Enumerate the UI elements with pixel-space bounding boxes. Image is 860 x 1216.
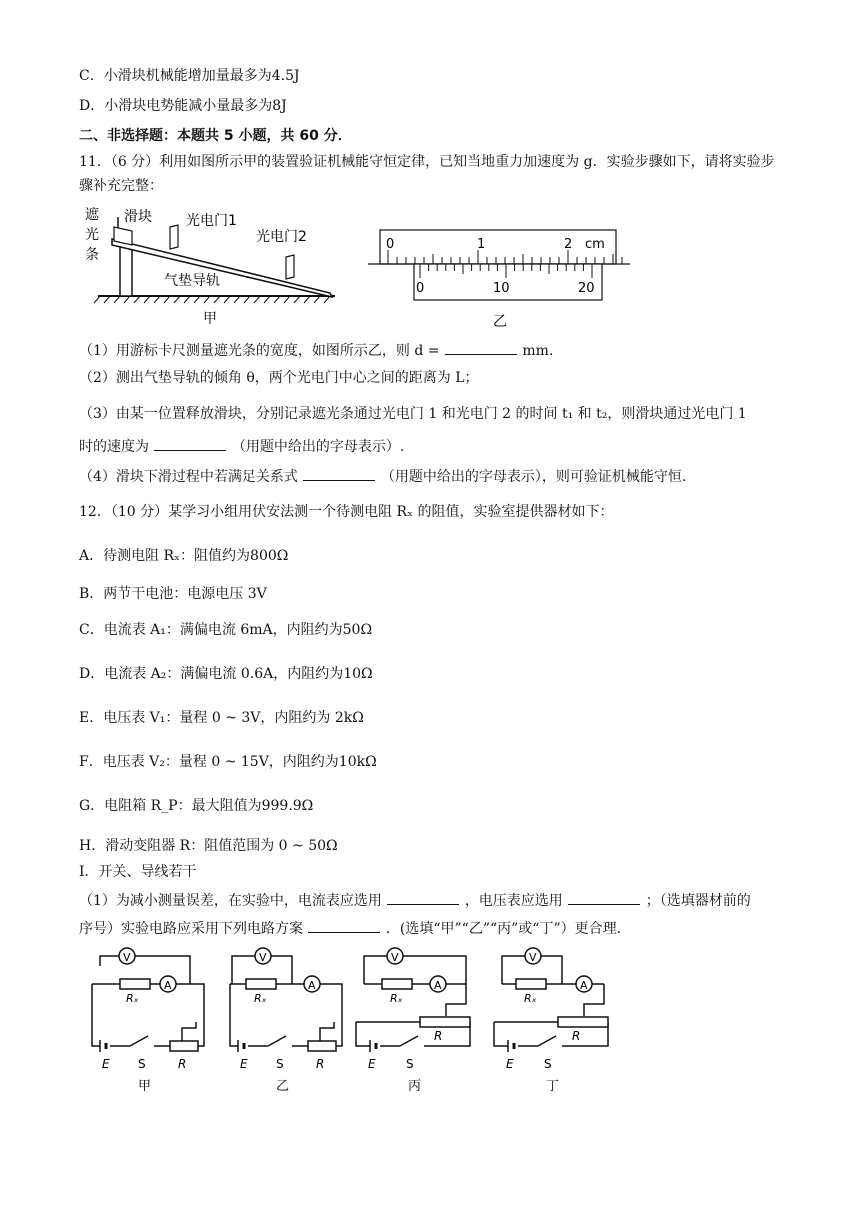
q12-stem: 12．（10 分）某学习小组用伏安法测一个待测电阻 Rₓ 的阻值，实验室提供器材如下： [79,504,614,520]
step4-text: （4）滑块下滑过程中若满足关系式 [79,469,298,485]
svg-text:A: A [308,979,316,992]
svg-text:E: E [506,1057,514,1071]
circuit-jia [80,944,210,1098]
option-c: C．小滑块机械能增加量最多为4.5J [79,68,300,84]
item-g: G．电阻箱 R_P：最大阻值为999.9Ω [79,798,314,814]
item-h: H．滑动变阻器 R：阻值范围为 0 ~ 50Ω [79,838,338,854]
svg-text:R: R [316,1057,325,1071]
svg-text:Rₓ: Rₓ [524,992,537,1005]
part1-text-c: ；（选填器材前的 [645,893,751,909]
item-c: C．电流表 A₁：满偏电流 6mA，内阻约为50Ω [79,622,373,638]
q11-step3-line2 [79,436,404,457]
svg-text:V: V [123,951,131,964]
caption-yi: 乙 [493,314,507,330]
step4-hint: （用题中给出的字母表示），则可验证机械能守恒. [380,469,687,485]
figure-jia [80,205,340,334]
label-slider: 滑块 [124,209,152,225]
figure-yi [368,224,633,336]
q12-part1-line1 [79,890,751,911]
q11-step4 [79,466,686,487]
answer-blank-circuit[interactable] [308,918,380,933]
vernier-tick-10: 10 [493,281,510,296]
part1-text-a: （1）为减小测量误差，在实验中，电流表应选用 [79,893,382,909]
unit-cm: cm [585,237,605,252]
caption-circuit-yi: 乙 [276,1079,290,1094]
answer-blank-d[interactable] [445,340,517,355]
item-b: B．两节干电池：电源电压 3V [79,586,267,602]
step1-text: （1）用游标卡尺测量遮光条的宽度，如图所示乙，则 d = [79,343,440,359]
svg-text:A: A [164,979,172,992]
label-tiao: 条 [85,247,99,263]
svg-text:E: E [240,1057,248,1071]
svg-text:V: V [391,951,399,964]
q11-step2: （2）测出气垫导轨的倾角 θ，两个光电门中心之间的距离为 L； [79,370,479,386]
part1-text-e: ．(选填“甲”“乙”“丙”或“丁”）更合理． [385,921,631,937]
item-e: E．电压表 V₁：量程 0 ~ 3V，内阻约为 2kΩ [79,710,364,726]
caption-circuit-ding: 丁 [546,1079,560,1094]
svg-text:S: S [138,1057,146,1071]
q11-step3-line1: （3）由某一位置释放滑块，分别记录遮光条通过光电门 1 和光电门 2 的时间 t₁ 和 t₂，则滑块通过光电门 1 [79,406,747,422]
svg-text:S: S [406,1057,414,1071]
circuit-yi [218,944,348,1098]
part1-text-b: ，电压表应选用 [464,893,563,909]
label-track: 气垫导轨 [164,273,220,289]
q11-stem: 11．（6 分）利用如图所示甲的装置验证机械能守恒定律，已知当地重力加速度为 g．实验步骤如下，请将实验步骤补充完整： [79,154,775,194]
caption-circuit-jia: 甲 [138,1079,152,1094]
svg-text:R: R [178,1057,187,1071]
label-gate2: 光电门2 [256,229,307,245]
item-i: I．开关、导线若干 [79,864,197,880]
caption-circuit-bing: 丙 [408,1079,422,1094]
svg-text:S: S [276,1057,284,1071]
svg-text:Rₓ: Rₓ [126,992,139,1005]
option-d: D．小滑块电势能减小量最多为8J [79,98,287,114]
item-a: A．待测电阻 Rₓ：阻值约为800Ω [79,548,289,564]
svg-text:V: V [259,951,267,964]
svg-text:S: S [544,1057,552,1071]
label-gate1: 光电门1 [186,213,237,229]
step3-text: 时的速度为 [79,439,149,455]
answer-blank-voltmeter[interactable] [568,890,640,905]
label-guang: 光 [85,227,99,243]
step3-hint: （用题中给出的字母表示）. [231,439,405,455]
label-zhe: 遮 [85,207,99,223]
vernier-tick-20: 20 [578,281,595,296]
svg-text:A: A [434,979,442,992]
item-f: F．电压表 V₂：量程 0 ~ 15V，内阻约为10kΩ [79,754,377,770]
svg-text:R: R [434,1029,443,1043]
svg-text:Rₓ: Rₓ [390,992,403,1005]
svg-text:A: A [580,979,588,992]
answer-blank-ammeter[interactable] [387,890,459,905]
part1-text-d: 序号）实验电路应采用下列电路方案 [79,921,303,937]
circuit-bing [350,944,480,1098]
circuit-ding [488,944,618,1098]
main-tick-1: 1 [477,237,486,252]
q12-part1-line2 [79,918,631,939]
svg-text:R: R [572,1029,581,1043]
vernier-tick-0: 0 [416,281,425,296]
svg-text:E: E [368,1057,376,1071]
q11-step1 [79,340,553,361]
section-heading: 二、非选择题：本题共 5 小题，共 60 分． [79,128,352,144]
caption-jia: 甲 [203,311,217,327]
answer-blank-relation[interactable] [303,466,375,481]
main-tick-0: 0 [386,237,395,252]
svg-text:V: V [529,951,537,964]
step1-unit: mm. [522,343,554,359]
main-tick-2: 2 [564,237,573,252]
answer-blank-v1[interactable] [154,436,226,451]
svg-text:E: E [102,1057,110,1071]
svg-text:Rₓ: Rₓ [254,992,267,1005]
item-d: D．电流表 A₂：满偏电流 0.6A，内阻约为10Ω [79,666,373,682]
